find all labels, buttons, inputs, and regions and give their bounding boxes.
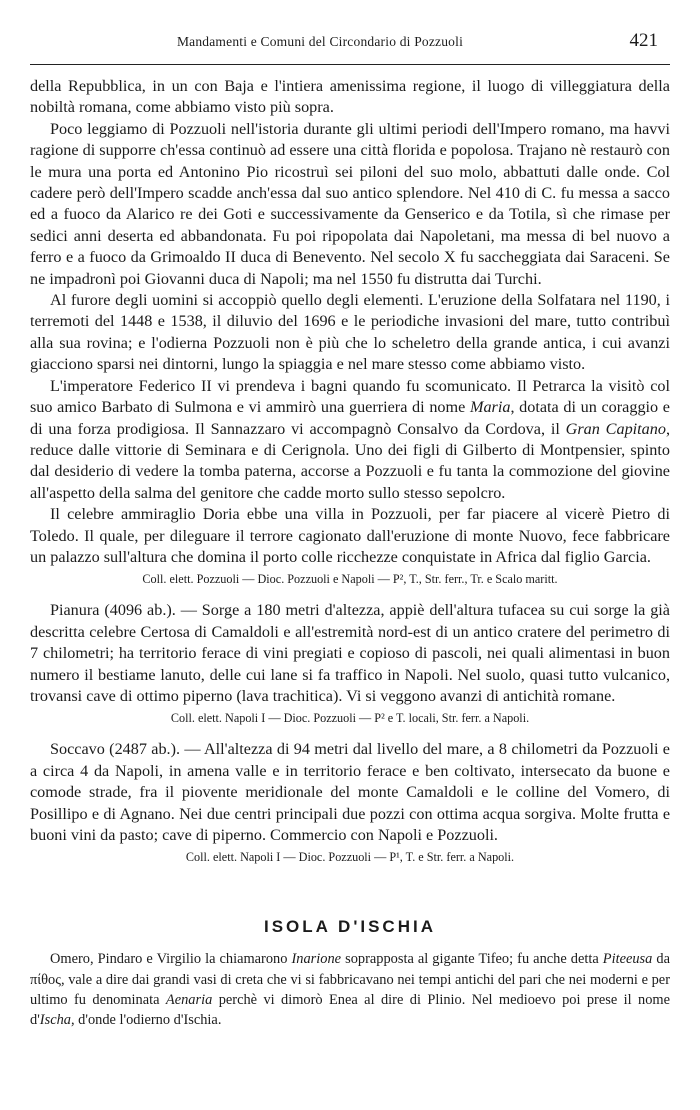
- header-rule: [30, 64, 670, 65]
- italic-gran-capitano: Gran Capitano: [565, 419, 666, 438]
- spacer: [30, 592, 670, 600]
- soccavo-electoral-note: Coll. elett. Napoli I — Dioc. Pozzuoli — P¹, T. e Str. ferr. a Napoli.: [185, 850, 515, 865]
- entry-name-pianura: Pianura: [50, 601, 100, 620]
- paragraph-text: Omero, Pindaro e Virgilio la chiamarono: [50, 951, 292, 968]
- pozzuoli-paragraph-3: Al furore degli uomini si accoppiò quello degli elementi. L'eruzione della Solfatara nel 1190, i terremoti del 1448 e 1538, il diluvio del 1696 e le periodiche invasioni del mare, tutto contribuì alla sua rovina; e l'odierna Pozzuoli non è più che lo scheletro della grande antica, i cui avanzi giacciono sparsi nei dintorni, lungo la spiaggia e nel mare stesso come abbiamo visto.: [30, 291, 670, 374]
- paragraph-text: soprapposta al gigante Tifeo; fu anche detta: [341, 951, 603, 968]
- italic-name-maria: Maria: [469, 398, 511, 417]
- ischia-paragraph: [30, 949, 670, 1030]
- paragraph-text: , dotata di un coraggio e di una forza prodigiosa. Il Sannazzaro vi accompagnò Consalvo da Cordova, il: [30, 398, 670, 438]
- paragraph-text: , vale a dire dai grandi vasi di creta che vi si fabbricavano nei tempi antichi del pari che nei moderni e per ultimo fu denominata: [30, 971, 670, 1008]
- entry-text: (2487 ab.). — All'altezza di 94 metri dal livello del mare, a 8 chilometri da Pozzuoli e a circa 4 da Napoli, in amena valle e in territorio ferace e ben coltivato, intersecato da buone e comode strade, fra il piovente meridionale del monte Camaldoli e le colline del Vomero, di Posillipo e di Agnano. Nei due centri principali due pozzi con ottima acqua sorgiva. Molte frutta e buoni vini da pasto; cave di piperno. Commercio con Napoli e Pozzuoli.: [30, 740, 670, 844]
- section-heading-ischia: ISOLA D'ISCHIA: [264, 917, 436, 937]
- pianura-entry: [30, 600, 670, 707]
- running-head: [30, 30, 670, 56]
- greek-word: πίθος: [30, 971, 61, 988]
- italic-piteeusa: Piteeusa: [602, 951, 653, 968]
- pozzuoli-paragraph-4: [30, 376, 670, 504]
- pozzuoli-paragraph-2: Poco leggiamo di Pozzuoli nell'istoria durante gli ultimi periodi dell'Impero romano, ma havvi ragione di supporre ch'essa continuò ad essere una città florida e popolosa. Trajano nè restaurò con le mura una porta ed Antonino Pio ricostruì sei piloni del suo molo, abbattuti dalle onde. Col cadere però dell'Impero scadde anch'essa dal suo antico splendore. Nel 410 di C. fu messa a sacco ed a fuoco da Alarico re dei Goti e successivamente da Genserico e da Totila, sì che rimase per sedici anni deserta ed abbandonata. Fu poi ripopolata dai Napoletani, ma messa di bel nuovo a ferro e a fuoco da Grimoaldo II duca di Benevento. Nel secolo X fu saccheggiata dai Saraceni. Se ne impadronì poi Giovanni duca di Napoli; ma nel 1550 fu distrutta dai Turchi.: [30, 119, 670, 288]
- italic-ischa: Ischa: [39, 1012, 71, 1029]
- running-title: Mandamenti e Comuni del Circondario di Pozzuoli: [176, 34, 464, 49]
- pozzuoli-paragraph-1: della Repubblica, in un con Baja e l'intiera amenissima regione, il luogo di villeggiatura della nobiltà romana, come abbiamo visto più sopra.: [30, 77, 670, 117]
- paragraph-text: perchè vi dimorò Enea al dire di Plinio. Nel medioevo poi prese il nome d': [30, 992, 670, 1029]
- paragraph-text: , d'onde l'odierno d'Ischia.: [70, 1012, 222, 1029]
- paragraph-text: da: [652, 951, 670, 968]
- body-text: [30, 76, 670, 1031]
- pozzuoli-paragraph-5: Il celebre ammiraglio Doria ebbe una villa in Pozzuoli, per far piacere al vicerè Pietro di Toledo. Il quale, per dileguare il terrore cagionato dall'eruzione di monte Nuovo, fece fabbricare un palazzo sull'altura che domina il porto colle ricchezze conquistate in Africa dal figlio Garcia.: [30, 505, 670, 566]
- italic-inarione: Inarione: [291, 951, 342, 968]
- soccavo-entry: [30, 739, 670, 846]
- pianura-electoral-note: Coll. elett. Napoli I — Dioc. Pozzuoli — P² e T. locali, Str. ferr. a Napoli.: [170, 711, 530, 726]
- paragraph-text: L'imperatore Federico II vi prendeva i bagni quando fu scomunicato. Il Petrarca la visitò col suo amico Barbato di Sulmona e vi ammirò una guerriera di nome: [30, 376, 670, 417]
- italic-aenaria: Aenaria: [165, 992, 213, 1008]
- page-number: 421: [629, 30, 658, 51]
- entry-name-soccavo: Soccavo: [50, 740, 105, 759]
- spacer: [30, 731, 670, 739]
- paragraph-text: , reduce dalle vittorie di Seminara e di Cerignola. Uno dei figli di Gilberto di Montpensier, spinto dal desiderio di vedere la tomba paterna, accorse a Pozzuoli e fu tanta la commozione del giovine all'aspetto della salma del genitore che cadde morto sullo stesso sepolcro.: [30, 419, 670, 502]
- pozzuoli-electoral-note: Coll. elett. Pozzuoli — Dioc. Pozzuoli e Napoli — P², T., Str. ferr., Tr. e Scalo maritt.: [142, 572, 558, 587]
- entry-text: (4096 ab.). — Sorge a 180 metri d'altezza, appiè dell'altura tufacea su cui sorge la già descritta celebre Certosa di Camaldoli e all'estremità nord-est di un antico cratere del perimetro di 7 chilometri; ha territorio ferace di vini pregiati e copioso di pascoli, nei quali alimentasi in buon numero il bestiame lanuto, delle cui lane si fa traffico in Napoli. Nel suolo, quasi tutto vulcanico, trovansi cave di ottimo piperno (lava trachitica). Vi si veggono avanzi di antichità romane.: [30, 601, 670, 705]
